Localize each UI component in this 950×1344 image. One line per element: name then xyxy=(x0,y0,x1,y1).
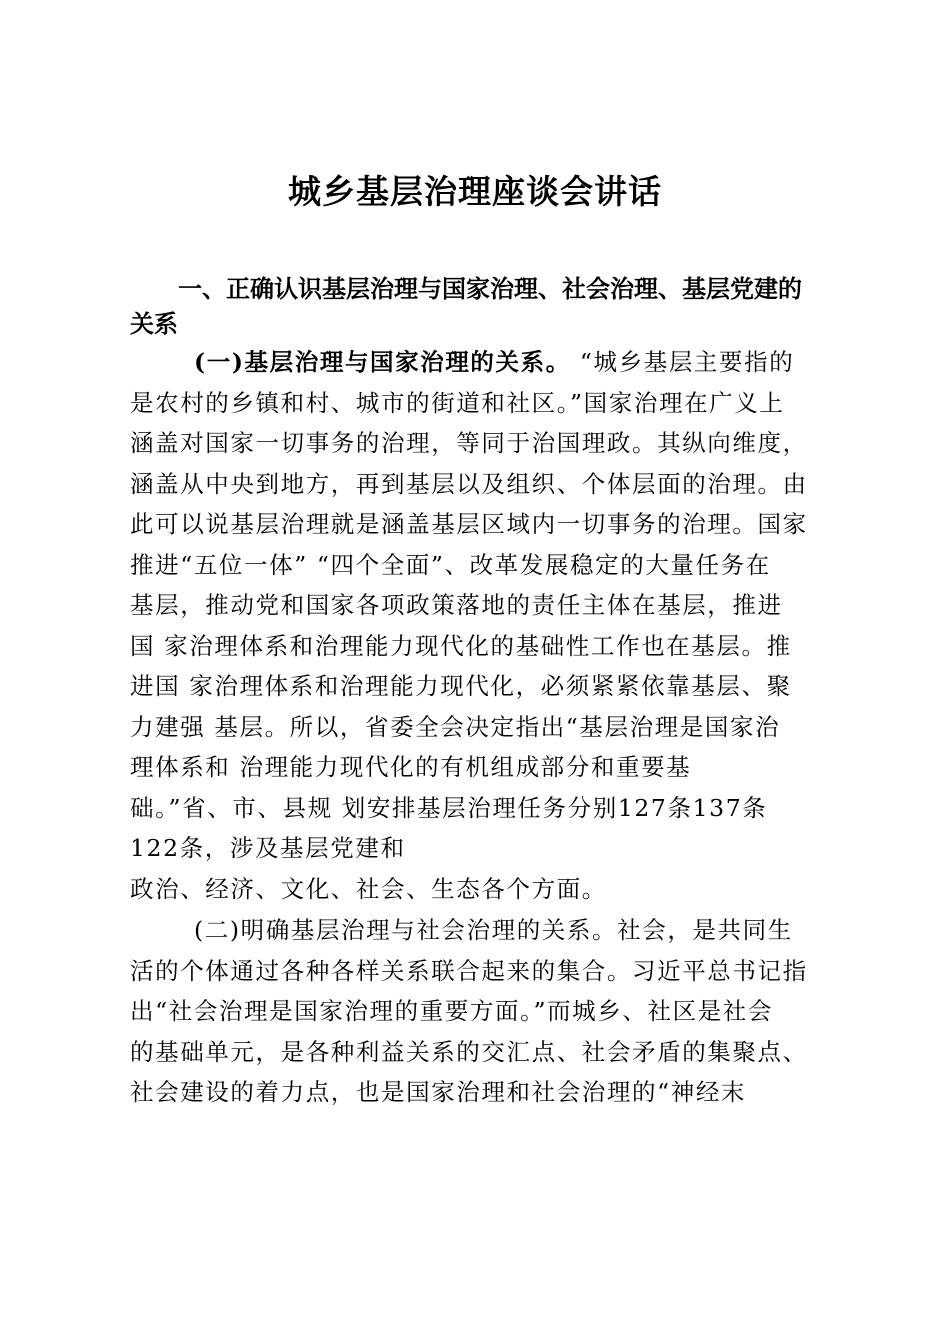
paragraph-line: 进国 家治理体系和治理能力现代化，必须紧紧依靠基层、聚 xyxy=(130,672,792,700)
paragraph-1 xyxy=(130,342,830,909)
paragraph-2 xyxy=(130,910,830,1113)
paragraph-line: (二)明确基层治理与社会治理的关系。社会，是共同生 xyxy=(194,916,793,944)
paragraph-line: 社会建设的着力点，也是国家治理和社会治理的“神经末 xyxy=(130,1078,747,1106)
section-heading-line1: 一、正确认识基层治理与国家治理、社会治理、基层党建的 xyxy=(178,275,802,303)
section-heading-line2: 关系 xyxy=(130,310,178,338)
paragraph-line: 推进“五位一体” “四个全面”、改革发展稳定的大量任务在 xyxy=(130,550,771,579)
paragraph-line: 涵盖对国家一切事务的治理，等同于治国理政。其纵向维度， xyxy=(130,429,808,457)
section-heading xyxy=(130,272,830,342)
paragraph-line: 理体系和 治理能力现代化的有机组成部分和重要基 xyxy=(130,753,692,781)
paragraph-line: 涵盖从中央到地方，再到基层以及组织、个体层面的治理。由 xyxy=(130,469,808,498)
paragraph-line: 力建强 基层。所以，省委全会决定指出“基层治理是国家治 xyxy=(130,712,781,741)
paragraph-line: 政治、经济、文化、社会、生态各个方面。 xyxy=(130,874,607,903)
paragraph-line: 活的个体通过各种各样关系联合起来的集合。习近平总书记指 xyxy=(130,956,808,985)
document-title: 城乡基层治理座谈会讲话 xyxy=(288,172,662,211)
paragraph-line: 122条，涉及基层党建和 xyxy=(130,834,406,862)
paragraph-line: 是农村的乡镇和村、城市的街道和社区。”国家治理在广义上 xyxy=(130,388,785,417)
paragraph-line: 础。”省、市、县规 划安排基层治理任务分别127条137条 xyxy=(130,793,768,822)
paragraph-line xyxy=(130,342,830,383)
paragraph-line: 国 家治理体系和治理能力现代化的基础性工作也在基层。推 xyxy=(130,631,792,660)
paragraph-line: 的基础单元，是各种利益关系的交汇点、社会矛盾的集聚点、 xyxy=(130,1037,808,1066)
paragraph-text: “城乡基层主要指的 xyxy=(570,348,795,376)
paragraph-line: 出“社会治理是国家治理的重要方面。”而城乡、社区是社会 xyxy=(130,997,773,1025)
paragraph-line: 此可以说基层治理就是涵盖基层区域内一切事务的治理。国家 xyxy=(130,510,808,538)
subsection-lead: (一)基层治理与国家治理的关系。 xyxy=(194,348,571,376)
paragraph-line: 基层，推动党和国家各项政策落地的责任主体在基层，推进 xyxy=(130,591,783,619)
